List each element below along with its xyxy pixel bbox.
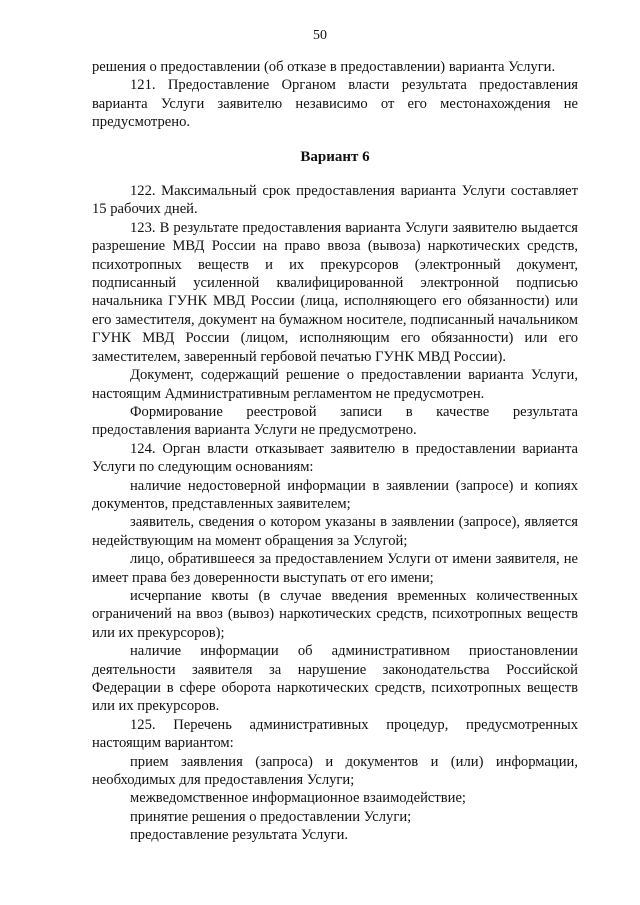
list-item: принятие решения о предоставлении Услуги; [130, 808, 412, 825]
page-number: 50 [313, 28, 327, 43]
list-item: предоставление результата Услуги. [130, 827, 349, 844]
paragraph-registry-record: Формирование реестровой записи в качестве результата предоставления варианта Услуги не предусмотрено. [92, 403, 578, 439]
section-heading: Вариант 6 [300, 148, 370, 165]
list-item: лицо, обратившееся за предоставлением Услуги от имени заявителя, не имеет права без доверенности выступать от его имени; [92, 551, 578, 586]
list-item: наличие информации об административном приостановлении деятельности заявителя за нарушение законодательства Российской Федерации в сфере оборота наркотических средств, психотропных веществ или их прекурсоров. [92, 643, 578, 715]
paragraph-121: 121. Предоставление Органом власти результата предоставления варианта Услуги заявителю независимо от его местонахождения не предусмотрено. [92, 77, 578, 131]
list-item: заявитель, сведения о котором указаны в заявлении (запросе), является недействующим на момент обращения за Услугой; [92, 514, 578, 549]
paragraph-122: 122. Максимальный срок предоставления варианта Услуги составляет 15 рабочих дней. [92, 183, 578, 218]
list-item: наличие недостоверной информации в заявлении (запросе) и копиях документов, представленных заявителем; [92, 477, 578, 512]
list-item: исчерпание квоты (в случае введения временных количественных ограничений на ввоз (вывоз) наркотических средств, психотропных веществ или их прекурсоров); [92, 587, 578, 641]
paragraph-123: 123. В результате предоставления варианта Услуги заявителю выдается разрешение МВД России на право ввоза (вывоза) наркотических средств, психотропных веществ и их прекурсоров (электронный документ, подписанный усиленной квалифицированной электронной подписью начальника ГУНК МВД России (лица, исполняющего его обязанности) или его заместителя, документ на бумажном носителе, подписанный начальником ГУНК МВД России (лицом, исполняющим его обязанности) или его заместителем, заверенный гербовой печатью ГУНК МВД России). [92, 219, 578, 365]
list-item: прием заявления (запроса) и документов и (или) информации, необходимых для предоставления Услуги; [92, 753, 578, 789]
list-item: межведомственное информационное взаимодействие; [130, 790, 466, 807]
document-body [92, 58, 578, 845]
paragraph-124: 124. Орган власти отказывает заявителю в предоставлении варианта Услуги по следующим основаниям: [92, 440, 578, 476]
paragraph-continuation: решения о предоставлении (об отказе в предоставлении) варианта Услуги. [92, 59, 556, 75]
paragraph-decision-document: Документ, содержащий решение о предоставлении варианта Услуги, настоящим Административным регламентом не предусмотрен. [92, 367, 578, 402]
paragraph-125: 125. Перечень административных процедур, предусмотренных настоящим вариантом: [92, 716, 578, 752]
